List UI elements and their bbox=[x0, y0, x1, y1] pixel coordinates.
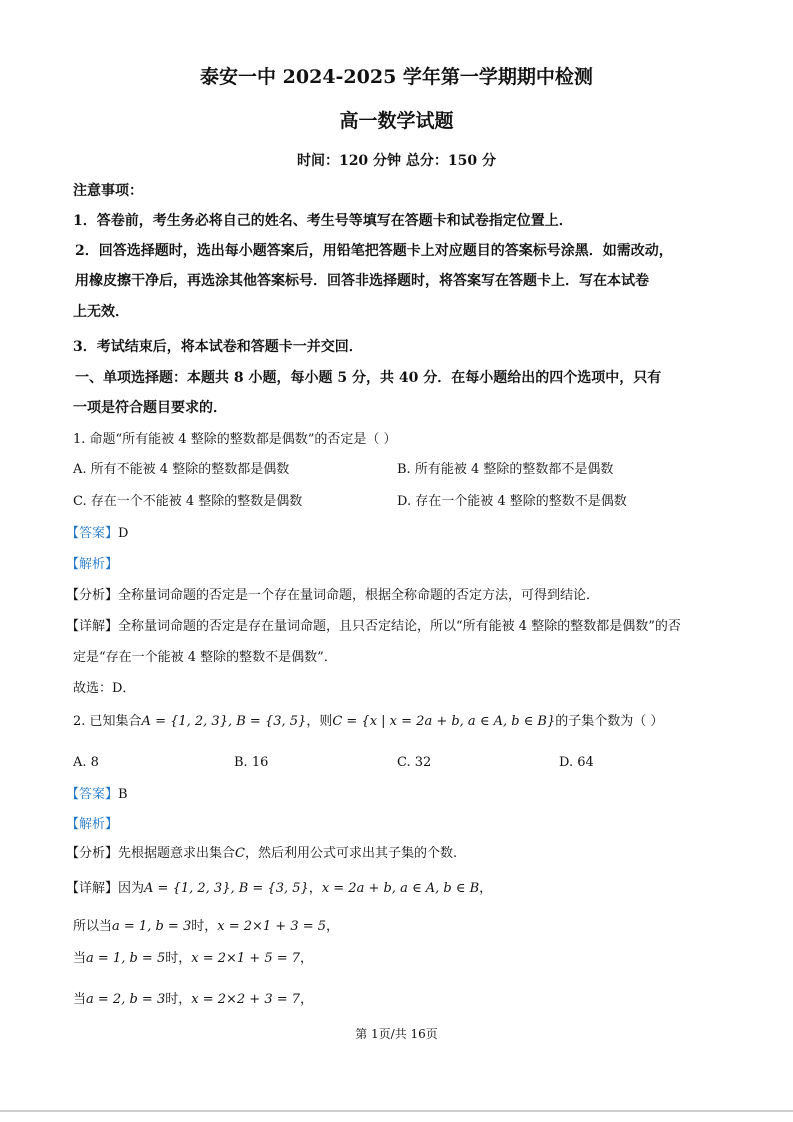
case-pre: 当 bbox=[73, 951, 87, 966]
q2-xiangjie bbox=[66, 880, 492, 898]
q1-option-a: A. 所有不能被 4 整除的整数都是偶数 bbox=[73, 462, 290, 477]
fenxi-text: 全称量词命题的否定是一个存在量词命题，根据全称命题的否定方法，可得到结论． bbox=[118, 588, 600, 603]
case-mid: 时， bbox=[165, 992, 192, 1007]
fenxi-tag: 【分析】 bbox=[66, 846, 119, 861]
xiangjie-sep: ， bbox=[308, 881, 322, 896]
q2-set-a-b: A = {1, 2, 3}, B = {3, 5} bbox=[141, 714, 307, 729]
q2-option-b: B. 16 bbox=[234, 755, 269, 770]
case-pre: 所以当 bbox=[73, 919, 113, 934]
case-condition: a = 2, b = 3 bbox=[86, 992, 166, 1007]
note-2-line-2: 用橡皮擦干净后，再选涂其他答案标号．回答非选择题时，将答案写在答题卡上．写在本试卷 bbox=[75, 273, 649, 289]
q1-answer bbox=[66, 525, 128, 543]
xiangjie-text: 全称量词命题的否定是存在量词命题，且只否定结论，所以“所有能被 4 整除的整数都是偶数”的否 bbox=[118, 619, 681, 634]
q1-jiexi-tag: 【解析】 bbox=[66, 557, 119, 572]
fenxi-pre: 先根据题意求出集合 bbox=[118, 846, 236, 861]
notes-heading: 注意事项： bbox=[73, 183, 143, 199]
q2-case-1 bbox=[73, 918, 339, 936]
exam-title: 泰安一中 2024-2025 学年第一学期期中检测 bbox=[200, 66, 593, 88]
note-3: 3．考试结束后，将本试卷和答题卡一并交回． bbox=[73, 339, 363, 355]
page-number: 第 1页/共 16页 bbox=[355, 1027, 438, 1041]
case-mid: 时， bbox=[165, 951, 192, 966]
exam-subtitle: 高一数学试题 bbox=[339, 110, 454, 132]
fenxi-math: C bbox=[235, 846, 245, 861]
case-mid: 时， bbox=[191, 919, 218, 934]
case-pre: 当 bbox=[73, 992, 87, 1007]
q2-option-d: D. 64 bbox=[559, 755, 594, 770]
xiangjie-sets: A = {1, 2, 3}, B = {3, 5} bbox=[144, 881, 309, 896]
case-end: ， bbox=[300, 951, 314, 966]
q2-stem bbox=[73, 713, 663, 731]
fenxi-tag: 【分析】 bbox=[66, 588, 119, 603]
q2-stem-pre: 2. 已知集合 bbox=[73, 714, 142, 729]
q1-xiangjie-line-1 bbox=[66, 618, 681, 636]
answer-tag: 【答案】 bbox=[66, 787, 119, 802]
xiangjie-end: ， bbox=[479, 881, 493, 896]
answer-tag: 【答案】 bbox=[66, 526, 119, 541]
q2-stem-mid: ，则 bbox=[306, 714, 333, 729]
note-2-line-3: 上无效． bbox=[73, 304, 129, 320]
q2-case-2 bbox=[73, 950, 313, 968]
q1-conclusion: 故选：D． bbox=[73, 681, 136, 696]
q2-set-c: C = {x | x = 2a + b, a ∈ A, b ∈ B} bbox=[332, 714, 556, 729]
q2-answer bbox=[66, 786, 128, 804]
q1-option-c: C. 存在一个不能被 4 整除的整数是偶数 bbox=[73, 494, 303, 509]
q2-fenxi bbox=[66, 845, 457, 863]
q1-stem: 1. 命题“所有能被 4 整除的整数都是偶数”的否定是（ ） bbox=[73, 432, 397, 447]
q2-jiexi-tag: 【解析】 bbox=[66, 817, 119, 832]
answer-value: B bbox=[118, 787, 128, 802]
xiangjie-rule: x = 2a + b, a ∈ A, b ∈ B bbox=[321, 881, 480, 896]
section-1-line-2: 一项是符合题目要求的． bbox=[73, 400, 227, 416]
q1-fenxi bbox=[66, 587, 599, 605]
note-1: 1．答卷前，考生务必将自己的姓名、考生号等填写在答题卡和试卷指定位置上． bbox=[73, 213, 573, 229]
q1-xiangjie-line-2: 定是“存在一个能被 4 整除的整数不是偶数”． bbox=[73, 650, 337, 665]
case-calc: x = 2×1 + 5 = 7 bbox=[191, 951, 301, 966]
case-condition: a = 1, b = 5 bbox=[86, 951, 166, 966]
case-end: ， bbox=[326, 919, 340, 934]
answer-value: D bbox=[118, 526, 129, 541]
case-calc: x = 2×1 + 3 = 5 bbox=[217, 919, 327, 934]
q2-option-a: A. 8 bbox=[73, 755, 99, 770]
section-1-line-1: 一、单项选择题：本题共 8 小题，每小题 5 分，共 40 分．在每小题给出的四个选项中，只有 bbox=[75, 370, 662, 386]
q1-option-b: B. 所有能被 4 整除的整数都不是偶数 bbox=[397, 462, 614, 477]
case-calc: x = 2×2 + 3 = 7 bbox=[191, 992, 301, 1007]
xiangjie-tag: 【详解】 bbox=[66, 881, 119, 896]
note-2-line-1: 2．回答选择题时，选出每小题答案后，用铅笔把答题卡上对应题目的答案标号涂黑．如需改动， bbox=[75, 243, 673, 259]
q2-stem-post: 的子集个数为（ ） bbox=[555, 714, 664, 729]
time-score: 时间：120 分钟 总分：150 分 bbox=[296, 153, 497, 169]
q2-case-3 bbox=[73, 991, 313, 1009]
case-condition: a = 1, b = 3 bbox=[112, 919, 192, 934]
fenxi-post: ，然后利用公式可求出其子集的个数. bbox=[244, 846, 458, 861]
q2-option-c: C. 32 bbox=[397, 755, 432, 770]
q1-option-d: D. 存在一个能被 4 整除的整数不是偶数 bbox=[397, 494, 627, 509]
xiangjie-pre: 因为 bbox=[118, 881, 145, 896]
xiangjie-tag: 【详解】 bbox=[66, 619, 119, 634]
case-end: ， bbox=[300, 992, 314, 1007]
page-bottom-divider bbox=[0, 1110, 793, 1112]
